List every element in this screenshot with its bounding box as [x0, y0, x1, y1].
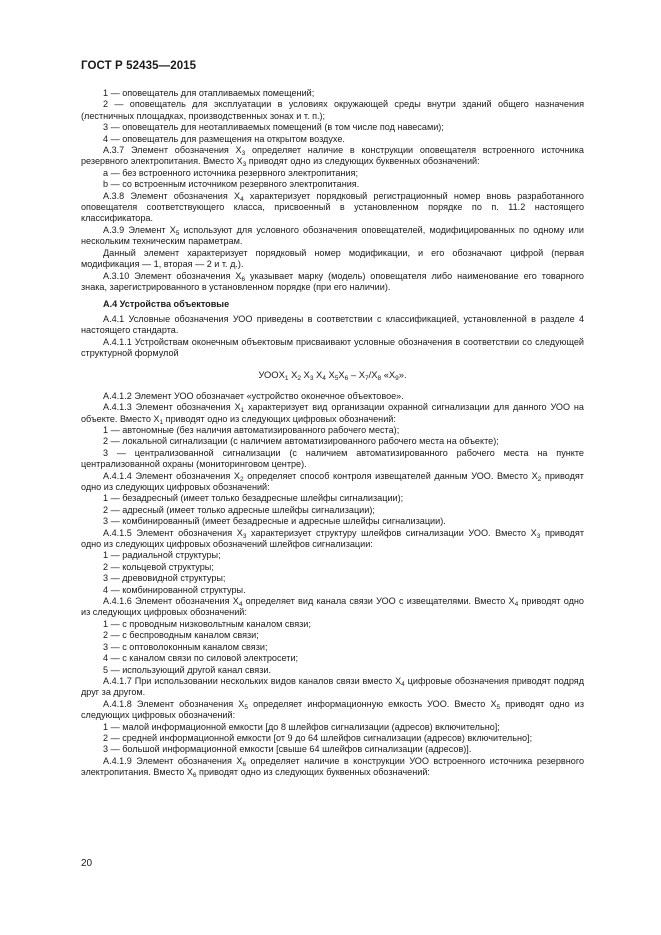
paragraph: А.3.9 Элемент $X_5$ используют для условного обозначения оповещателей, модифицированных по одному или нескольким техническим параметрам.: [81, 224, 584, 247]
paragraph: А.3.7 Элемент обозначения $X_3$ определяет наличие в конструкции оповещателя встроенного источника резервного электропитания. Вместо $X_3$ приводят одно из следующих буквенных обозначений:: [81, 145, 584, 169]
paragraph: 3 — с оптоволоконным каналом связи;: [103, 641, 268, 652]
document-body: [81, 88, 584, 779]
paragraph: А.3.8 Элемент обозначения $X_4$ характеризует порядковый регистрационный номер вновь разработанного оповещателя соответствующего класса, присвоенный в установленном порядке по п. 11.2 настоящего классификатора.: [81, 190, 584, 224]
paragraph: 3 — большой информационной емкости [свыше 64 шлейфов сигнализации (адресов)].: [103, 744, 472, 755]
paragraph: А.4.1.5 Элемент обозначения $X_3$ характеризует структуру шлейфов сигнализации УОО. Вместо $X_3$ приводят одно из следующих цифровых обозначений шлейфов сигнализации:: [81, 527, 584, 550]
paragraph: А.4.1.4 Элемент обозначения $X_2$ определяет способ контроля извещателей данным УОО. Вместо $X_2$ приводят одно из следующих цифровых обозначений:: [81, 470, 584, 492]
paragraph: 1 — оповещатель для отапливаемых помещений;: [103, 88, 315, 98]
paragraph: 2 — средней информационной емкости [от 9 до 64 шлейфов сигнализации (адресов) включительно];: [103, 732, 533, 743]
paragraph: а — без встроенного источника резервного электропитания;: [103, 167, 358, 178]
paragraph: А.4.1 Условные обозначения УОО приведены в соответствии с классификацией, установленной в разделе 4 настоящего стандарта.: [81, 313, 584, 336]
paragraph: 5 — использующий другой канал связи.: [103, 664, 271, 675]
paragraph: 1 — безадресный (имеет только безадресные шлейфы сигнализации);: [103, 493, 404, 504]
paragraph: 4 — оповещатель для размещения на открытом воздухе.: [103, 133, 345, 144]
paragraph: А.4.1.7 При использовании нескольких видов каналов связи вместо $X_4$ цифровые обозначения приводят подряд друг за другом.: [81, 675, 585, 698]
paragraph: 2 — адресный (имеет только адресные шлейфы сигнализации);: [103, 504, 375, 515]
paragraph: 1 — радиальной структуры;: [103, 550, 221, 561]
paragraph: 3 — древовидной структуры;: [103, 573, 226, 584]
paragraph: 2 — кольцевой структуры;: [103, 561, 214, 572]
paragraph: А.4.1.8 Элемент обозначения $X_5$ определяет информационную емкость УОО. Вместо $X_5$ приводят одно из следующих цифровых обозначений:: [81, 698, 584, 721]
paragraph: Данный элемент характеризует порядковый номер модификации, и его обозначают цифрой (первая модификация — 1, вторая — 2 и т. д.).: [81, 247, 584, 270]
paragraph: 4 — с каналом связи по силовой электросети;: [103, 653, 299, 664]
paragraph: b — со встроенным источником резервного электропитания.: [103, 179, 360, 190]
paragraph: 3 — централизованной сигнализации (с наличием автоматизированного рабочего места на пункте централизованной охраны (мониторинговом центре).: [81, 447, 584, 470]
paragraph: А.4.1.1 Устройствам оконечным объектовым присваивают условные обозначения в соответствии со следующей структурной формулой: [81, 336, 584, 358]
section-heading: А.4 Устройства объектовые: [103, 299, 230, 310]
paragraph: 4 — комбинированной структуры.: [103, 584, 246, 595]
paragraph: 3 — оповещатель для неотапливаемых помещений (в том числе под навесами);: [103, 122, 444, 133]
paragraph: А.4.1.9 Элемент обозначения $X_6$ определяет наличие в конструкции УОО встроенного источника резервного электропитания. Вместо $X_6$ приводят одно из следующих буквенных обозначений:: [81, 755, 585, 780]
paragraph: А.3.10 Элемент обозначения $X_6$ указывает марку (модель) оповещателя либо наименование его товарного знака, зарегистрированного в установленном порядке (при его наличии).: [81, 270, 584, 292]
paragraph: 1 — автономные (без наличия автоматизированного рабочего места);: [103, 424, 400, 435]
paragraph: 2 — с беспроводным каналом связи;: [103, 630, 259, 641]
paragraph: 3 — комбинированный (имеет безадресные и адресные шлейфы сигнализации).: [103, 516, 446, 527]
page-number: 20: [81, 858, 93, 869]
paragraph: 2 — локальной сигнализации (с наличием автоматизированного рабочего места на объекте);: [103, 436, 499, 447]
paragraph: 2 — оповещатель для эксплуатации в условиях окружающей среды внутри зданий общего назначения (лестничных площадках, производственных зонах и т. п.);: [81, 99, 584, 121]
paragraph: 1 — с проводным низковольтным каналом связи;: [103, 618, 311, 629]
document-header: ГОСТ Р 52435—2015: [81, 60, 197, 72]
paragraph: 1 — малой информационной емкости [до 8 шлейфов сигнализации (адресов) включительно];: [103, 721, 500, 732]
structural-formula: $УООX_1$ $X_2$ $X_3$ $X_4$ $X_5X_6 - X_7/X_8$ «$X_9$».: [258, 369, 407, 383]
paragraph: А.4.1.3 Элемент обозначения $X_1$ характеризует вид организации охранной сигнализации для данного УОО на объекте. Вместо $X_1$ приводят одно из следующих цифровых обозначений:: [81, 402, 584, 426]
paragraph: А.4.1.6 Элемент обозначения $X_4$ определяет вид канала связи УОО с извещателями. Вместо $X_4$ приводят одно из следующих цифровых обозначений:: [81, 596, 584, 618]
paragraph: А.4.1.2 Элемент УОО обозначает «устройство оконечное объектовое».: [103, 390, 404, 401]
